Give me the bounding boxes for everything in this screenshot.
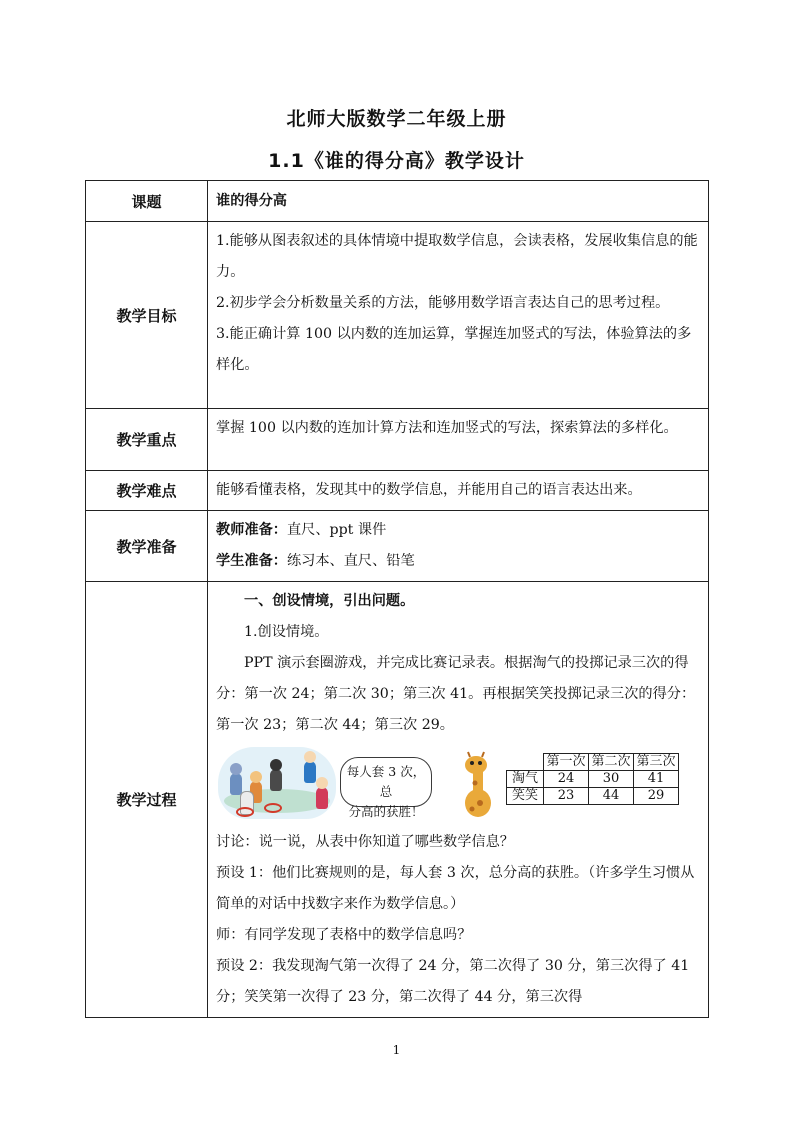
preset-answer-2: 预设 2：我发现淘气第一次得了 24 分，第二次得了 30 分，第三次得了 41 分；笑笑第一次得了 23 分，第二次得了 44 分，第三次得 xyxy=(216,958,690,1005)
speech-bubble xyxy=(340,757,432,819)
goals-label: 教学目标 xyxy=(86,222,208,409)
score-header: 第一次 xyxy=(544,754,589,771)
prep-label: 教学准备 xyxy=(86,511,208,582)
score-cell: 41 xyxy=(634,771,679,788)
goal-item-1: 1.能够从图表叙述的具体情境中提取数学信息，会读表格，发展收集信息的能力。 xyxy=(216,233,698,280)
step-heading: 1.创设情境。 xyxy=(244,624,329,640)
score-cell: 29 xyxy=(634,788,679,805)
key-label: 教学重点 xyxy=(86,409,208,471)
topic-row xyxy=(86,181,709,222)
prep-content xyxy=(208,511,709,582)
section-heading: 一、创设情境，引出问题。 xyxy=(244,593,415,609)
lesson-plan-table xyxy=(85,180,709,1018)
score-header: 第二次 xyxy=(589,754,634,771)
key-row xyxy=(86,409,709,471)
student-prep-value: 练习本、直尺、铅笔 xyxy=(286,553,415,569)
bubble-line-1: 每人套 3 次，总 xyxy=(346,764,426,799)
teacher-prep-label: 教师准备： xyxy=(216,522,287,538)
scenario-paragraph: PPT 演示套圈游戏，并完成比赛记录表。根据淘气的投掷记录三次的得分：第一次 24；第二次 30；第三次 41。再根据笑笑投掷记录三次的得分：第一次 23；第二次 44；第三次 29。 xyxy=(216,655,696,733)
giraffe-icon xyxy=(458,751,498,819)
score-row-xiaoxiao xyxy=(507,788,679,805)
score-header-row xyxy=(507,754,679,771)
topic-label: 课题 xyxy=(86,181,208,222)
lesson-title: 1.1《谁的得分高》教学设计 xyxy=(268,150,525,172)
bubble-line-2: 分高的获胜！ xyxy=(348,804,424,819)
score-row-name: 笑笑 xyxy=(507,788,544,805)
preset-answer-1: 预设 1：他们比赛规则的是，每人套 3 次，总分高的获胜。（许多学生习惯从简单的对话中找数字来作为数学信息。） xyxy=(216,865,695,912)
process-content xyxy=(208,582,709,1018)
ring-toss-scene-image xyxy=(218,747,336,819)
score-cell: 30 xyxy=(589,771,634,788)
process-label: 教学过程 xyxy=(86,582,208,1018)
difficulty-value: 能够看懂表格，发现其中的数学信息，并能用自己的语言表达出来。 xyxy=(208,471,709,511)
score-cell: 44 xyxy=(589,788,634,805)
student-prep xyxy=(216,546,702,577)
goal-item-3: 3.能正确计算 100 以内数的连加运算，掌握连加竖式的写法，体验算法的多样化。 xyxy=(216,326,692,373)
ring-toss-illustration xyxy=(216,747,702,823)
teacher-prep-value: 直尺、ppt 课件 xyxy=(286,522,387,538)
score-row-taoqi xyxy=(507,771,679,788)
topic-value xyxy=(208,181,709,222)
difficulty-label: 教学难点 xyxy=(86,471,208,511)
discussion-prompt: 讨论：说一说，从表中你知道了哪些数学信息？ xyxy=(216,834,514,850)
topic-text: 谁的得分高 xyxy=(216,192,287,209)
goals-content xyxy=(208,222,709,409)
difficulty-row xyxy=(86,471,709,511)
process-row xyxy=(86,582,709,1018)
score-header: 第三次 xyxy=(634,754,679,771)
teacher-prep xyxy=(216,515,702,546)
document-title: 北师大版数学二年级上册 xyxy=(286,108,507,130)
page-number: 1 xyxy=(392,1043,401,1057)
score-table xyxy=(506,753,679,805)
prep-row xyxy=(86,511,709,582)
score-row-name: 淘气 xyxy=(507,771,544,788)
score-corner xyxy=(507,754,544,771)
key-value: 掌握 100 以内数的连加计算方法和连加竖式的写法，探索算法的多样化。 xyxy=(208,409,709,471)
score-cell: 24 xyxy=(544,771,589,788)
student-prep-label: 学生准备： xyxy=(216,553,287,569)
goals-row xyxy=(86,222,709,409)
score-cell: 23 xyxy=(544,788,589,805)
goal-item-2: 2.初步学会分析数量关系的方法，能够用数学语言表达自己的思考过程。 xyxy=(216,295,670,311)
teacher-question: 师：有同学发现了表格中的数学信息吗？ xyxy=(216,927,472,943)
